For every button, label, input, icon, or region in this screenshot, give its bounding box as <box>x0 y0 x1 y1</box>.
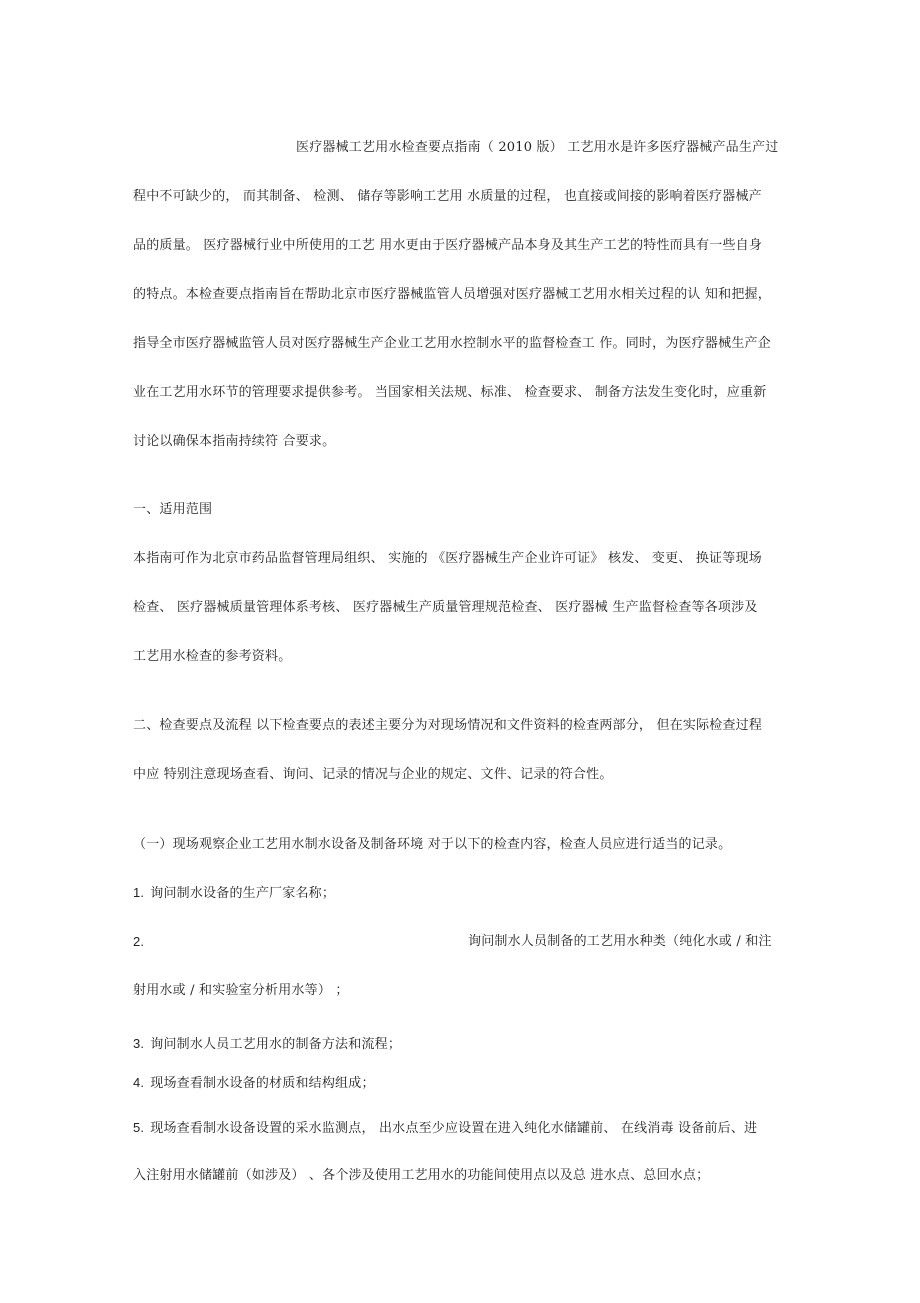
list-item-number: 4. <box>133 1075 145 1090</box>
intro-line-6: 业在工艺用水环节的管理要求提供参考。 当国家相关法规、标准、 检查要求、 制备方法发生变化时，应重新 <box>133 385 767 400</box>
list-item-number: 1. <box>133 885 145 900</box>
list-item <box>133 1074 785 1093</box>
intro-line-1: 医疗器械工艺用水检查要点指南（ 2010 版） 工艺用水是许多医疗器械产品生产过 <box>296 140 779 155</box>
list-item-number-2: 2. <box>133 934 145 949</box>
list-item-text: 现场查看制水设备设置的采水监测点， 出水点至少应设置在进入纯化水储罐前、 在线消毒 设备前后、进 <box>150 1121 758 1136</box>
subsection-heading-onsite: （一）现场观察企业工艺用水制水设备及制备环境 对于以下的检查内容，检查人员应进行适当的记录。 <box>133 837 732 852</box>
list-item <box>133 1035 785 1054</box>
list-item <box>133 884 785 903</box>
list-item-text: 询问制水人员制备的工艺用水种类（纯化水或 / 和注 <box>468 934 772 949</box>
list-item-number: 5. <box>133 1120 145 1135</box>
section-heading-inspection: 二、检查要点及流程 以下检查要点的表述主要分为对现场情况和文件资料的检查两部分， 但在实际检查过程 <box>133 718 763 733</box>
section-heading-scope: 一、适用范围 <box>133 502 213 517</box>
list-item-number: 3. <box>133 1036 145 1051</box>
intro-line-5: 指导全市医疗器械监管人员对医疗器械生产企业工艺用水控制水平的监督检查工 作。同时，为医疗器械生产企 <box>133 336 771 351</box>
list-item-text: 询问制水人员工艺用水的制备方法和流程； <box>150 1037 402 1052</box>
list-item-text: 询问制水设备的生产厂家名称； <box>150 886 336 901</box>
scope-line-3: 工艺用水检查的参考资料。 <box>133 649 292 664</box>
inspection-line-2: 中应 特别注意现场查看、询问、记录的情况与企业的规定、文件、记录的符合性。 <box>133 767 613 782</box>
intro-line-3: 品的质量。 医疗器械行业中所使用的工艺 用水更由于医疗器械产品本身及其生产工艺的特性而具有一些自身 <box>133 238 763 253</box>
list-item <box>133 1119 785 1138</box>
scope-line-1: 本指南可作为北京市药品监督管理局组织、 实施的 《医疗器械生产企业许可证》 核发、 变更、 换证等现场 <box>133 551 762 566</box>
intro-line-4: 的特点。本检查要点指南旨在帮助北京市医疗器械监管人员增强对医疗器械工艺用水相关过程的认 知和把握， <box>133 287 771 302</box>
scope-line-2: 检查、 医疗器械质量管理体系考核、 医疗器械生产质量管理规范检查、 医疗器械 生产监督检查等各项涉及 <box>133 600 758 615</box>
intro-line-2: 程中不可缺少的， 而其制备、 检测、 储存等影响工艺用 水质量的过程， 也直接或间接的影响着医疗器械产 <box>133 189 762 204</box>
intro-line-7: 讨论以确保本指南持续符 合要求。 <box>133 434 336 449</box>
list-item-text-continued: 射用水或 / 和实验室分析用水等） ； <box>133 983 349 998</box>
list-item-text-continued: 入注射用水储罐前（如涉及） 、各个涉及使用工艺用水的功能间使用点以及总 进水点、总回水点； <box>133 1168 710 1183</box>
list-item-text: 现场查看制水设备的材质和结构组成； <box>150 1076 375 1091</box>
